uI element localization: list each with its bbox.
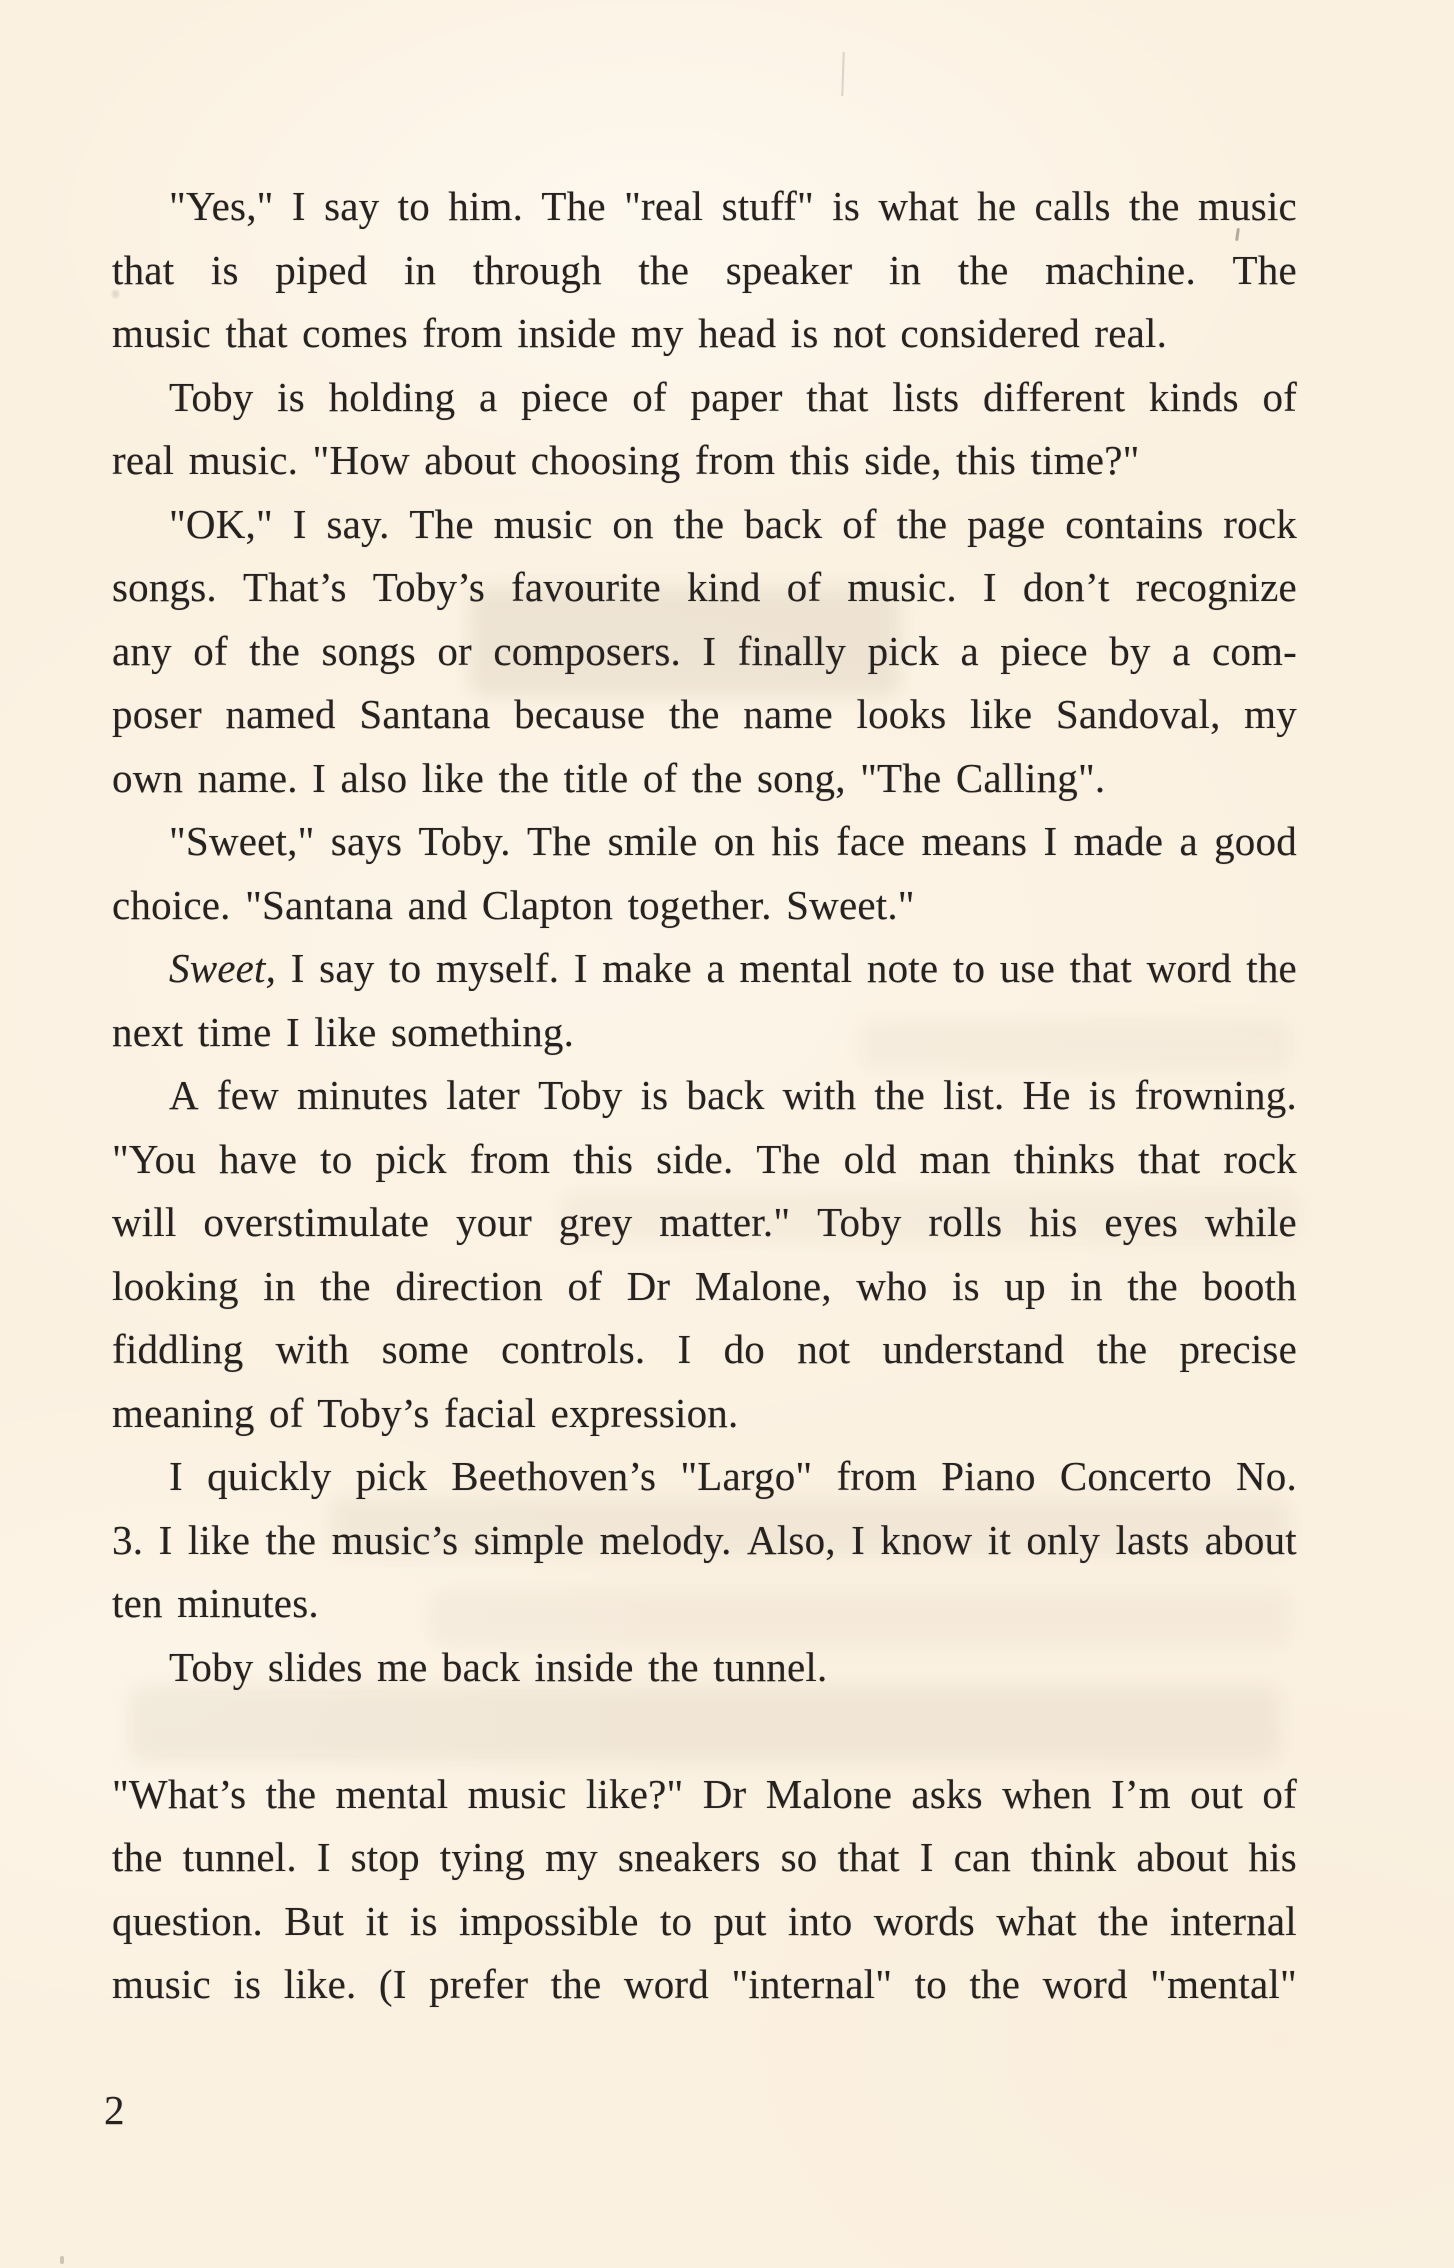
word: because <box>514 691 646 737</box>
word: understand <box>882 1326 1065 1372</box>
word: later <box>446 1072 521 1118</box>
text-line: meaning of Toby’s facial expression. <box>112 1389 739 1436</box>
word: different <box>983 373 1126 420</box>
word: is <box>210 246 239 293</box>
word: calls <box>1034 183 1111 229</box>
word: think <box>1031 1834 1117 1880</box>
word: prefer <box>429 1961 529 2007</box>
word: the <box>249 627 300 674</box>
word: machine. <box>1045 246 1196 293</box>
word: a <box>478 373 498 420</box>
word: a <box>960 627 979 674</box>
word: what <box>878 183 959 229</box>
word: is <box>277 373 305 420</box>
word: the <box>1096 1326 1148 1372</box>
text-line <box>112 937 1297 1001</box>
word: into <box>787 1897 853 1944</box>
word: rock <box>1223 500 1297 547</box>
word: melody. <box>599 1516 732 1563</box>
text-line <box>112 1509 1297 1573</box>
word: Sandoval, <box>1055 691 1221 737</box>
word: from <box>469 1135 551 1182</box>
word: some <box>381 1326 469 1372</box>
word: The <box>541 183 606 229</box>
text-line <box>112 1826 1297 1890</box>
text-line: own name. I also like the title of the song, "The Calling". <box>112 754 1106 801</box>
word: like <box>969 691 1033 737</box>
word: paper <box>690 373 783 420</box>
text-line <box>112 239 1297 303</box>
word: sneakers <box>617 1834 761 1880</box>
word: my <box>1244 691 1297 737</box>
word: put <box>713 1897 767 1944</box>
word: his <box>771 818 820 864</box>
word: man <box>919 1135 991 1182</box>
word: "Sweet," <box>169 818 315 864</box>
word: pick <box>375 1135 447 1182</box>
word: Toby’s <box>372 564 485 610</box>
word: to <box>952 945 986 991</box>
word: question. <box>112 1897 263 1944</box>
word: to <box>320 1135 353 1182</box>
word: quickly <box>207 1453 332 1499</box>
word: music <box>493 500 593 547</box>
word: holding <box>328 373 456 420</box>
word: I <box>919 1834 934 1880</box>
word: the <box>1098 1897 1149 1944</box>
word: "Yes," <box>169 183 274 229</box>
word: No. <box>1235 1453 1297 1499</box>
word: in <box>403 246 437 293</box>
word: frowning. <box>1134 1072 1297 1118</box>
word: or <box>437 627 472 674</box>
word: A <box>169 1072 199 1118</box>
word: a <box>1172 627 1191 674</box>
word: his <box>1029 1199 1078 1245</box>
word: The <box>756 1135 821 1182</box>
word: Toby. <box>418 818 511 864</box>
word: side. <box>656 1135 734 1182</box>
word: that <box>1138 1135 1201 1182</box>
word: about <box>1136 1834 1229 1880</box>
word: the <box>896 500 948 547</box>
text-line <box>112 810 1297 874</box>
word: back <box>686 1072 765 1118</box>
word: "mental" <box>1150 1961 1297 2007</box>
word: him. <box>448 183 524 229</box>
word: the <box>638 246 690 293</box>
word: 3. <box>112 1516 144 1563</box>
word: matter." <box>659 1199 791 1245</box>
word: I <box>1043 818 1058 864</box>
word: the <box>112 1834 163 1880</box>
word: through <box>472 246 602 293</box>
word: this <box>573 1135 634 1182</box>
word: direction <box>395 1262 543 1309</box>
word: made <box>1073 818 1164 864</box>
word: thinks <box>1013 1135 1116 1182</box>
word: looks <box>856 691 947 737</box>
word: The <box>527 818 592 864</box>
word: the <box>874 1072 926 1118</box>
word: Toby <box>169 373 254 420</box>
word: Sweet, <box>169 945 277 991</box>
word: Dr <box>702 1770 747 1817</box>
word: to <box>397 183 430 229</box>
word: name <box>743 691 833 737</box>
word: eyes <box>1104 1199 1179 1245</box>
word: he <box>977 183 1017 229</box>
word: precise <box>1179 1326 1297 1372</box>
word: songs. <box>112 564 217 610</box>
text-line <box>112 1128 1297 1192</box>
word: who <box>856 1262 928 1309</box>
word: will <box>112 1199 177 1245</box>
text-line <box>112 1890 1297 1954</box>
word: that <box>806 373 869 420</box>
word: out <box>1190 1770 1244 1817</box>
word: songs <box>321 627 416 674</box>
word: "real <box>624 183 704 229</box>
word: I <box>573 945 588 991</box>
word: have <box>218 1135 298 1182</box>
word: of <box>786 564 822 610</box>
word: that <box>112 246 175 293</box>
word: Piano <box>941 1453 1036 1499</box>
word: looking <box>112 1262 239 1309</box>
word: on <box>612 500 654 547</box>
word: can <box>953 1834 1012 1880</box>
word: the <box>969 1961 1021 2007</box>
word: stuff" <box>721 183 814 229</box>
word: He <box>1022 1072 1071 1118</box>
word: piece <box>521 373 609 420</box>
text-line: ten minutes. <box>112 1580 319 1626</box>
text-line <box>112 1953 1297 2017</box>
word: is <box>640 1072 669 1118</box>
word: word <box>1146 945 1232 991</box>
word: finally <box>737 627 847 674</box>
word: Toby <box>817 1199 902 1245</box>
word: of <box>1262 1770 1297 1817</box>
word: that <box>1069 945 1132 991</box>
word: from <box>836 1453 918 1499</box>
text-line <box>112 1191 1297 1255</box>
word: word <box>623 1961 709 2007</box>
text-line <box>112 1763 1297 1827</box>
word: like. <box>283 1961 357 2007</box>
word: Dr <box>626 1262 671 1309</box>
word: controls. <box>501 1326 646 1372</box>
word: named <box>225 691 336 737</box>
word: only <box>1026 1516 1101 1563</box>
word: I <box>169 1453 183 1499</box>
scene-break <box>112 1699 1297 1763</box>
word: piped <box>275 246 368 293</box>
word: not <box>797 1326 851 1372</box>
word: That’s <box>242 564 347 610</box>
word: old <box>843 1135 897 1182</box>
word: tunnel. <box>182 1834 297 1880</box>
word: back <box>744 500 823 547</box>
word: internal <box>1170 1897 1297 1944</box>
word: I <box>677 1326 692 1372</box>
word: of <box>1262 373 1297 420</box>
word: piece <box>1000 627 1088 674</box>
word: myself. <box>435 945 560 991</box>
word: the <box>265 1770 317 1817</box>
word: don’t <box>1022 564 1110 610</box>
word: music <box>467 1770 567 1817</box>
text-block <box>112 175 1297 2017</box>
word: lasts <box>1115 1516 1190 1563</box>
word: know <box>880 1516 973 1563</box>
word: music <box>112 1961 211 2007</box>
word: words <box>873 1897 975 1944</box>
text-line <box>112 366 1297 430</box>
word: I <box>316 1834 331 1880</box>
text-line: choice. "Santana and Clapton together. Sweet." <box>112 881 915 928</box>
word: in <box>888 246 922 293</box>
text-line: music that comes from inside my head is not considered real. <box>112 310 1168 356</box>
word: "What’s <box>112 1770 247 1817</box>
word: on <box>713 818 756 864</box>
text-line <box>112 1064 1297 1128</box>
text-line: Toby slides me back inside the tunnel. <box>169 1643 828 1690</box>
text-line: real music. "How about choosing from this side, this time?" <box>112 437 1140 483</box>
word: say. <box>326 500 390 547</box>
word: while <box>1204 1199 1297 1245</box>
word: with <box>782 1072 857 1118</box>
word: the <box>1129 183 1180 229</box>
word: list. <box>943 1072 1005 1118</box>
word: favourite <box>511 564 661 610</box>
text-line <box>112 175 1297 239</box>
text-line <box>112 683 1297 747</box>
word: my <box>545 1834 598 1880</box>
word: rock <box>1223 1135 1297 1182</box>
word: I’m <box>1111 1770 1171 1817</box>
word: recognize <box>1135 564 1297 610</box>
text-line <box>112 1318 1297 1382</box>
word: so <box>780 1834 818 1880</box>
word: few <box>216 1072 279 1118</box>
word: like <box>187 1516 251 1563</box>
word: any <box>112 627 172 674</box>
word: "You <box>112 1135 197 1182</box>
word: "internal" <box>731 1961 893 2007</box>
word: Santana <box>359 691 491 737</box>
word: the <box>1246 945 1297 991</box>
word: mental <box>739 945 853 991</box>
word: is <box>952 1262 980 1309</box>
paper-speck <box>841 52 845 96</box>
word: say <box>319 945 375 991</box>
word: of <box>567 1262 603 1309</box>
word: grey <box>558 1199 633 1245</box>
word: I <box>702 627 717 674</box>
word: a <box>706 945 725 991</box>
word: I <box>292 500 307 547</box>
text-line: next time I like something. <box>112 1008 575 1055</box>
word: I <box>158 1516 173 1563</box>
word: do <box>723 1326 765 1372</box>
word: kind <box>686 564 761 610</box>
word: I <box>291 183 306 229</box>
word: mental <box>335 1770 449 1817</box>
word: in <box>1070 1262 1103 1309</box>
word: is <box>233 1961 262 2007</box>
word: poser <box>112 691 202 737</box>
word: Also, <box>747 1516 836 1563</box>
word: the <box>265 1516 317 1563</box>
word: "OK," <box>169 500 273 547</box>
word: by <box>1109 627 1151 674</box>
text-line <box>112 493 1297 557</box>
word: kinds <box>1148 373 1239 420</box>
text-line <box>112 1445 1297 1509</box>
word: with <box>275 1326 350 1372</box>
word: it <box>365 1897 389 1944</box>
word: contains <box>1065 500 1204 547</box>
word: com- <box>1211 627 1297 674</box>
word: page <box>967 500 1046 547</box>
word: I <box>290 945 305 991</box>
word: The <box>409 500 474 547</box>
word: his <box>1248 1834 1297 1880</box>
word: say <box>324 183 380 229</box>
word: pick <box>355 1453 428 1499</box>
word: your <box>455 1199 532 1245</box>
page-number: 2 <box>104 2087 125 2133</box>
word: to <box>389 945 422 991</box>
word: says <box>330 818 403 864</box>
word: rolls <box>928 1199 1003 1245</box>
word: simple <box>473 1516 585 1563</box>
text-line <box>112 1255 1297 1319</box>
word: Malone, <box>694 1262 832 1309</box>
word: fiddling <box>112 1326 244 1372</box>
word: up <box>1004 1262 1046 1309</box>
word: word <box>1042 1961 1128 2007</box>
word: Malone <box>765 1770 893 1817</box>
word: (I <box>378 1961 407 2007</box>
word: of <box>842 500 877 547</box>
word: "Largo" <box>680 1453 813 1499</box>
word: when <box>1002 1770 1092 1817</box>
word: the <box>957 246 1009 293</box>
word: music. <box>847 564 957 610</box>
word: of <box>632 373 667 420</box>
word: music <box>1198 183 1297 229</box>
word: is <box>409 1897 438 1944</box>
word: Beethoven’s <box>451 1453 657 1499</box>
word: booth <box>1202 1262 1297 1309</box>
word: overstimulate <box>203 1199 430 1245</box>
word: note <box>866 945 939 991</box>
word: impossible <box>458 1897 639 1944</box>
word: good <box>1214 818 1297 864</box>
word: the <box>320 1262 371 1309</box>
word: make <box>602 945 692 991</box>
word: the <box>550 1961 602 2007</box>
word: means <box>921 818 1028 864</box>
word: Toby <box>538 1072 623 1118</box>
word: composers. <box>493 627 681 674</box>
word: I <box>851 1516 866 1563</box>
text-line <box>112 556 1297 620</box>
word: Concerto <box>1059 1453 1212 1499</box>
word: a <box>1179 818 1198 864</box>
word: the <box>668 691 720 737</box>
word: the <box>1127 1262 1178 1309</box>
word: smile <box>607 818 698 864</box>
word: But <box>284 1897 345 1944</box>
word: I <box>982 564 997 610</box>
word: use <box>999 945 1056 991</box>
word: music’s <box>331 1516 459 1563</box>
word: asks <box>911 1770 983 1817</box>
word: to <box>914 1961 947 2007</box>
word: tying <box>439 1834 526 1880</box>
word: of <box>193 627 228 674</box>
word: in <box>263 1262 296 1309</box>
word: like?" <box>585 1770 684 1817</box>
word: lists <box>892 373 960 420</box>
text-line <box>112 620 1297 684</box>
paper-speck <box>60 2256 64 2264</box>
word: pick <box>867 627 939 674</box>
word: is <box>1088 1072 1117 1118</box>
word: stop <box>350 1834 420 1880</box>
word: the <box>673 500 725 547</box>
word: is <box>832 183 860 229</box>
word: minutes <box>296 1072 429 1118</box>
word: speaker <box>725 246 853 293</box>
word: face <box>836 818 906 864</box>
word: what <box>996 1897 1077 1944</box>
word: that <box>837 1834 900 1880</box>
word: The <box>1232 246 1297 293</box>
word: to <box>659 1897 693 1944</box>
word: about <box>1204 1516 1297 1563</box>
word: it <box>987 1516 1011 1563</box>
